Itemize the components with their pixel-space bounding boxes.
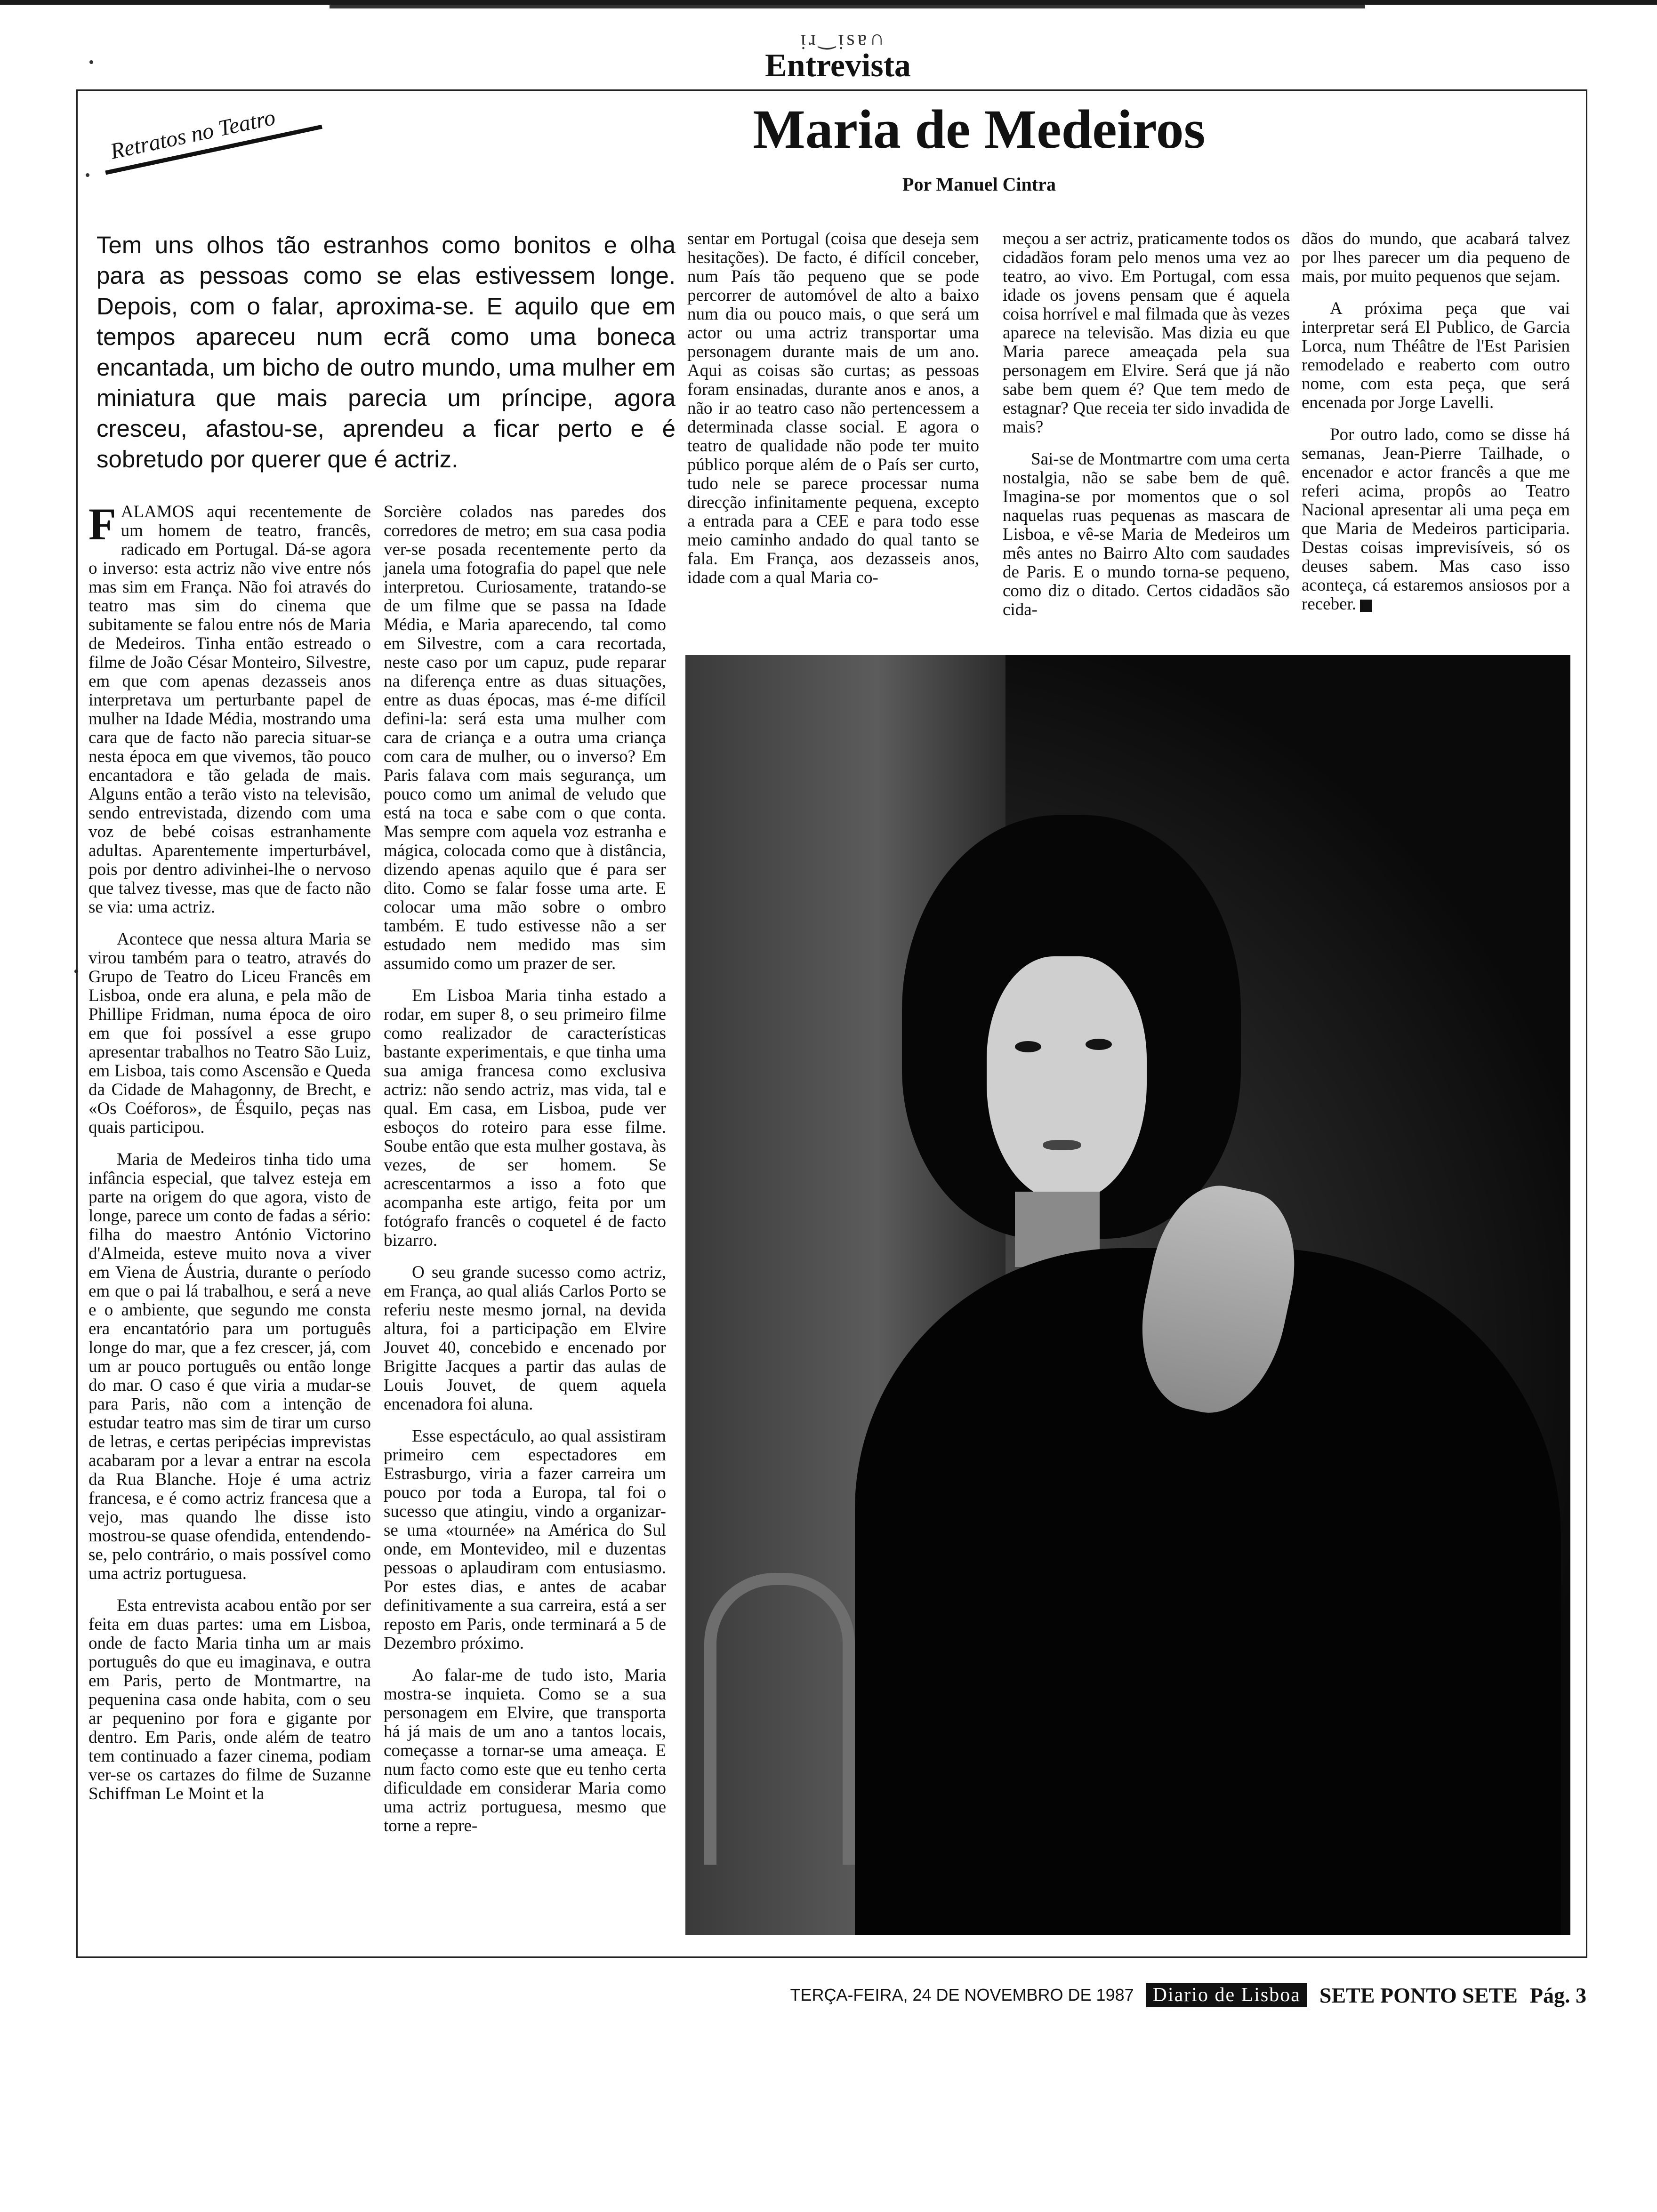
paragraph: dãos do mundo, que acabará talvez por lhes parecer um dia pequeno de mais, por muito pequenos que sejam. bbox=[1302, 229, 1570, 286]
byline: Por Manuel Cintra bbox=[902, 174, 1056, 195]
portrait-photo bbox=[685, 655, 1570, 1935]
paragraph bbox=[88, 499, 371, 917]
paragraph: A próxima peça que vai interpretar será El Publico, de Garcia Lorca, num Théâtre de l'Est Parisien remodelado e reaberto com outro nome, com esta peça, que será encenada por Jorge Lavelli. bbox=[1302, 299, 1570, 412]
section-label: Entrevista bbox=[765, 48, 911, 84]
supplement-name: SETE PONTO SETE bbox=[1319, 1983, 1518, 2007]
kicker-text: Retratos no Teatro bbox=[108, 104, 278, 164]
paragraph: Esse espectáculo, ao qual assistiram primeiro cem espectadores em Estrasburgo, viria a fazer carreira um pouco por toda a Europa, tal foi o sucesso que atingiu, vindo a organizar-se uma «tournée» na América do Sul onde, em Montevideo, mil e duzentas pessoas o aplaudiram com entusiasmo. Por estes dias, e antes de acabar definitivamente a sua carreira, está a ser reposto em Paris, onde terminará a 5 de Dezembro próximo. bbox=[384, 1427, 666, 1653]
paragraph: O seu grande sucesso como actriz, em França, ao qual aliás Carlos Porto se referiu neste mesmo jornal, na devida altura, foi a participação em Elvire Jouvet 40, concebido e encenado por Brigitte Jacques a partir das aulas de Louis Jouvet, de quem aquela encenadora foi aluna. bbox=[384, 1263, 666, 1414]
drop-cap: F bbox=[88, 499, 116, 549]
end-of-article-mark bbox=[1360, 600, 1372, 612]
column-1 bbox=[88, 499, 371, 1943]
scan-border-top bbox=[0, 0, 1657, 5]
page-number: Pág. 3 bbox=[1529, 1983, 1586, 2007]
column-3 bbox=[687, 230, 979, 620]
scan-speck bbox=[89, 60, 93, 64]
newspaper-logo: Diario de Lisboa bbox=[1146, 1983, 1307, 2007]
photo-face bbox=[987, 956, 1147, 1201]
photo-eye-left bbox=[1015, 1041, 1041, 1052]
paragraph: Sorcière colados nas paredes dos corredores de metro; em sua casa podia ver-se posada recentemente perto da janela uma fotografia do papel que nele interpretou. Curiosamente, tratando-se de um filme que se passa na Idade Média, e Maria aparecendo, tal como em Silvestre, com a cara recortada, neste caso por um capuz, pude reparar na diferença entre as duas situações, entre as duas épocas, mas é-me difícil defini-la: será esta uma mulher com cara de criança e a outra uma criança com cara de mulher, ou o inverso? Em Paris falava com mais segurança, um pouco como um animal de veludo que está na toca e sabe com o que conta. Mas sempre com aquela voz estranha e mágica, colocada como que à distância, dizendo apenas aquilo que é para ser dito. Como se falar fosse uma arte. E colocar uma mão sobre o ombro também. E tudo estivesse não a ser estudado nem medido mas sim assumido como um prazer de ser. bbox=[384, 502, 666, 973]
column-4 bbox=[1003, 230, 1290, 653]
paragraph: Acontece que nessa altura Maria se virou também para o teatro, através do Grupo de Teatro do Liceu Francês em Lisboa, onde era aluna, e pela mão de Phillipe Fridman, numa época de oiro em que foi possível a esse grupo apresentar trabalhos no Teatro São Luiz, em Lisboa, tais como Ascensão e Queda da Cidade de Mahagonny, de Brecht, e «Os Coéforos», de Ésquilo, peças nas quais participou. bbox=[88, 930, 371, 1137]
page-footer bbox=[744, 1979, 1586, 2012]
column-2 bbox=[384, 503, 666, 1943]
paragraph-text: ALAMOS aqui recentemente de um homem de teatro, francês, radicado em Portugal. Dá-se agora o inverso: esta actriz não vive entre nós mas sim em França. Não foi através do teatro mas sim do cinema que subitamente se falou entre nós de Maria de Medeiros. Tinha então estreado o filme de João César Monteiro, Silvestre, em que com apenas dezasseis anos interpretava um perturbante papel de mulher na Idade Média, mostrando uma cara que de facto não parecia situar-se nesta época em que vivemos, tão pouco encantadora e tão gelada de mais. Alguns então a terão visto na televisão, sendo entrevistada, dizendo com uma voz de bebé coisas estranhamente adultas. Aparentemente imperturbável, pois por dentro adivinhei-lhe o nervoso que talvez tivesse, mas que de facto não se via: uma actriz. bbox=[88, 502, 371, 917]
article-title: Maria de Medeiros bbox=[753, 98, 1206, 160]
paragraph: sentar em Portugal (coisa que deseja sem hesitações). De facto, é difícil conceber, num País tão pequeno que se pode percorrer de automóvel de alto a baixo num dia ou pouco mais, o que será um actor ou uma actriz transportar uma personagem durante mais de um ano. Aqui as coisas são curtas; as pessoas foram ensinadas, durante anos e anos, a não ir ao teatro caso não pertencessem a determinada classe social. E agora o teatro de qualidade não pode ter muito público porque além de o País ser curto, tudo nele se parece processar numa direcção infinitamente pequena, excepto a entrada para a CEE e para todo esse meio caminho andado do qual tanto se fala. Em França, aos dezasseis anos, idade com a qual Maria co- bbox=[687, 229, 979, 587]
paragraph: Sai-se de Montmartre com uma certa nostalgia, não se sabe bem de quê. Imagina-se por momentos que o sol naquelas ruas pequenas as mascara de Lisboa, e vê-se Maria de Medeiros um mês antes no Bairro Alto com saudades de Paris. E o mundo torna-se pequeno, como diz o ditado. Certos cidadãos são cida- bbox=[1003, 449, 1290, 619]
photo-lips bbox=[1043, 1140, 1081, 1150]
paragraph: meçou a ser actriz, praticamente todos os cidadãos foram pelo menos uma vez ao teatro, ao vivo. Em Portugal, com essa idade os jovens pensam que é aquela coisa horrível e mal filmada que às vezes aparece na televisão. Mas dizia eu que Maria parece ameaçada pela sua personagem em Elvire. Será que já não sabe bem quem é? Que tem medo de estagnar? Que receia ter sido invadida de mais? bbox=[1003, 229, 1290, 437]
paragraph: Esta entrevista acabou então por ser feita em duas partes: uma em Lisboa, onde de facto Maria tinha um ar mais português do que eu imaginava, e outra em Paris, perto de Montmartre, na pequenina casa onde habita, com o seu ar pequenino por fora e gigante por dentro. Em Paris, onde além de teatro tem continuado a fazer cinema, podiam ver-se os cartazes do filme de Suzanne Schiffman Le Moint et la bbox=[88, 1596, 371, 1803]
footer-date: TERÇA-FEIRA, 24 DE NOVEMBRO DE 1987 bbox=[790, 1985, 1134, 2004]
paragraph: Em Lisboa Maria tinha estado a rodar, em super 8, o seu primeiro filme como realizador de características bastante experimentais, e que tinha uma sua amiga francesa como exclusiva actriz: não sendo actriz, mas vida, tal e qual. Em casa, em Lisboa, pude ver esboços do roteiro para esse filme. Soube então que esta mulher gostava, às vezes, de ser homem. Se acrescentarmos a isso a foto que acompanha este artigo, feita por um fotógrafo francês o coquetel é de facto bizarro. bbox=[384, 986, 666, 1250]
paragraph-text: Por outro lado, como se disse há semanas, Jean-Pierre Tailhade, o encenador e actor francês a que me referi acima, propôs ao Teatro Nacional apresentar ali uma peça em que Maria de Medeiros participaria. Destas coisas imprevisíveis, só os deuses sabem. Mas caso isso aconteça, cá estaremos ansiosos por a receber. bbox=[1302, 425, 1570, 614]
scan-border-streak bbox=[330, 5, 1365, 8]
column-5 bbox=[1302, 230, 1570, 653]
photo-eye-right bbox=[1086, 1039, 1112, 1050]
paragraph: Ao falar-me de tudo isto, Maria mostra-se inquieta. Como se a sua personagem em Elvire, que transporta há já mais de um ano a tantos locais, começasse a tornar-se uma ameaça. E num facto como este que eu tenho certa dificuldade em considerar Maria como uma actriz portuguesa, mesmo que torne a repre- bbox=[384, 1666, 666, 1835]
running-head: ᴉɹ‿ᴉsɐ∩ bbox=[800, 26, 887, 49]
standfirst: Tem uns olhos tão estranhos como bonitos e olha para as pessoas como se elas estivessem longe. Depois, com o falar, aproxima-se. E aquilo que em tempos apareceu num ecrã como uma boneca encantada, um bicho de outro mundo, uma mulher em miniatura que mais parecia um príncipe, agora cresceu, afastou-se, aprendeu a ficar perto e é sobretudo por querer que é actriz. bbox=[97, 232, 676, 473]
paragraph bbox=[1302, 425, 1570, 614]
paragraph: Maria de Medeiros tinha tido uma infância especial, que talvez esteja em parte na origem do que agora, visto de longe, parece um conto de fadas a sério: filha do maestro António Victorino d'Almeida, esteve muito nova a viver em Viena de Áustria, durante o período em que o pai lá trabalhou, e será a neve e o ambiente, que segundo me consta era encantatório para um português longe do mar, que a fez crescer, já, com um ar pouco português ou então longe do mar. O caso é que viria a mudar-se para Paris, não com a intenção de estudar teatro mas sim de tirar um curso de letras, e certas peripécias imprevistas acabaram por a levar a entrar na escola da Rua Blanche. Hoje é uma actriz francesa, e é como actriz francesa que a vejo, mas quando lhe disse isto mostrou-se quase ofendida, entendendo-se, pelo contrário, o mais possível como uma actriz portuguesa. bbox=[88, 1150, 371, 1583]
photo-chair bbox=[704, 1573, 855, 1865]
